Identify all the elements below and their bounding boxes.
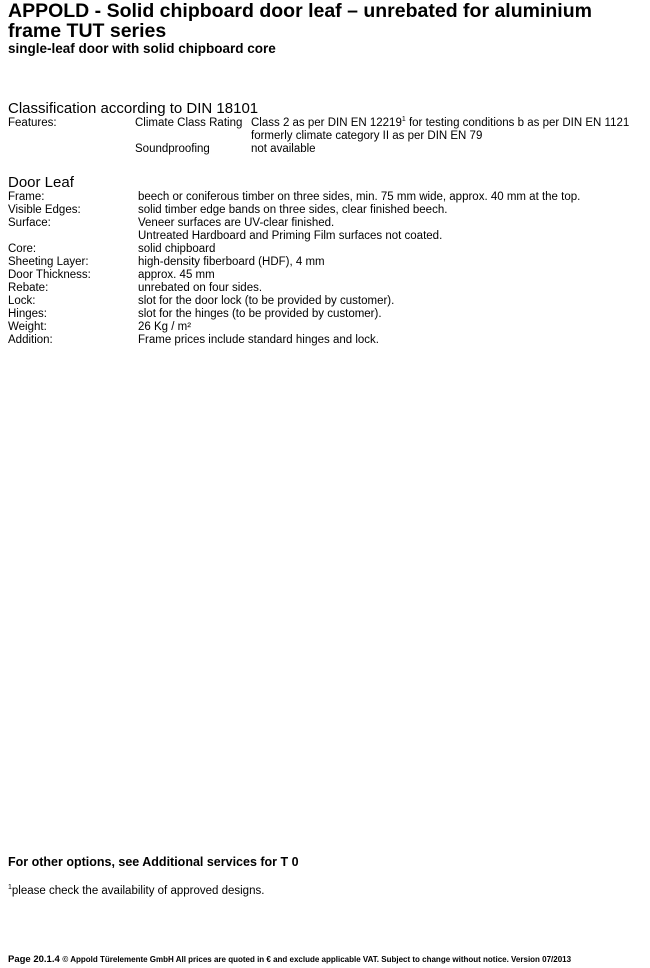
door-leaf-row: [8, 321, 642, 334]
copyright-notice: © Appold Türelemente GmbH All prices are quoted in € and exclude applicable VAT. Subject to change without notice. Version 07/2013: [62, 955, 572, 964]
door-leaf-value: high-density fiberboard (HDF), 4 mm: [138, 256, 325, 268]
door-leaf-row: [8, 256, 642, 269]
door-leaf-value: slot for the hinges (to be provided by customer).: [138, 308, 382, 320]
climate-class-value-line2: formerly climate category II as per DIN EN 79: [251, 130, 483, 142]
classification-heading: Classification according to DIN 18101: [8, 100, 259, 117]
door-leaf-row: [8, 295, 642, 308]
soundproofing-row: [8, 143, 642, 156]
door-leaf-row: [8, 204, 642, 217]
door-leaf-row: [8, 282, 642, 295]
door-leaf-heading: Door Leaf: [8, 174, 74, 191]
door-leaf-value: solid chipboard: [138, 243, 216, 255]
door-leaf-value: 26 Kg / m²: [138, 321, 192, 333]
door-leaf-label: Sheeting Layer:: [8, 256, 89, 268]
door-leaf-label: Visible Edges:: [8, 204, 81, 216]
footnote-marker: 1: [8, 884, 12, 892]
climate-row: [8, 117, 642, 130]
door-leaf-label: Core:: [8, 243, 37, 255]
other-options-note: For other options, see Additional services for T 0: [8, 855, 299, 869]
classification-section: [8, 100, 642, 156]
door-leaf-label: Hinges:: [8, 308, 47, 320]
door-leaf-row: [8, 334, 642, 347]
page-number: Page 20.1.4: [8, 954, 60, 965]
page-title: APPOLD - Solid chipboard door leaf – unrebated for aluminium frame TUT series: [8, 0, 592, 42]
door-leaf-row: [8, 230, 642, 243]
door-leaf-value: Frame prices include standard hinges and lock.: [138, 334, 379, 346]
door-leaf-label: Frame:: [8, 191, 45, 203]
door-leaf-row: [8, 191, 642, 204]
door-leaf-row: [8, 217, 642, 230]
door-leaf-value: Untreated Hardboard and Priming Film surfaces not coated.: [138, 230, 443, 242]
door-leaf-row: [8, 243, 642, 256]
door-leaf-value: approx. 45 mm: [138, 269, 215, 281]
climate-class-value: Class 2 as per DIN EN 12219$^1$ for testing conditions b as per DIN EN 1121: [251, 116, 630, 129]
climate-row-continued: [8, 130, 642, 143]
page-subtitle: single-leaf door with solid chipboard core: [8, 41, 276, 56]
door-leaf-value: Veneer surfaces are UV-clear finished.: [138, 217, 335, 229]
door-leaf-row: [8, 308, 642, 321]
door-leaf-label: Lock:: [8, 295, 36, 307]
page-footer: [8, 954, 571, 965]
door-leaf-section: [8, 174, 642, 347]
footnote-ref: 1: [401, 116, 406, 124]
footnote-text: please check the availability of approved designs.: [11, 885, 265, 897]
door-leaf-value: solid timber edge bands on three sides, clear finished beech.: [138, 204, 448, 216]
features-label: Features:: [8, 117, 57, 129]
door-leaf-label: Surface:: [8, 217, 51, 229]
soundproofing-label: Soundproofing: [135, 143, 210, 155]
door-leaf-rows: [8, 191, 642, 347]
door-leaf-row: [8, 269, 642, 282]
door-leaf-label: Rebate:: [8, 282, 49, 294]
door-leaf-value: beech or coniferous timber on three sides, min. 75 mm wide, approx. 40 mm at the top.: [138, 191, 581, 203]
door-leaf-value: slot for the door lock (to be provided by customer).: [138, 295, 395, 307]
soundproofing-value: not available: [251, 143, 316, 155]
door-leaf-label: Door Thickness:: [8, 269, 91, 281]
door-leaf-value: unrebated on four sides.: [138, 282, 263, 294]
door-leaf-label: Addition:: [8, 334, 53, 346]
document-page: [8, 0, 642, 347]
footnote: [8, 885, 264, 897]
door-leaf-label: Weight:: [8, 321, 47, 333]
climate-class-label: Climate Class Rating: [135, 117, 243, 129]
